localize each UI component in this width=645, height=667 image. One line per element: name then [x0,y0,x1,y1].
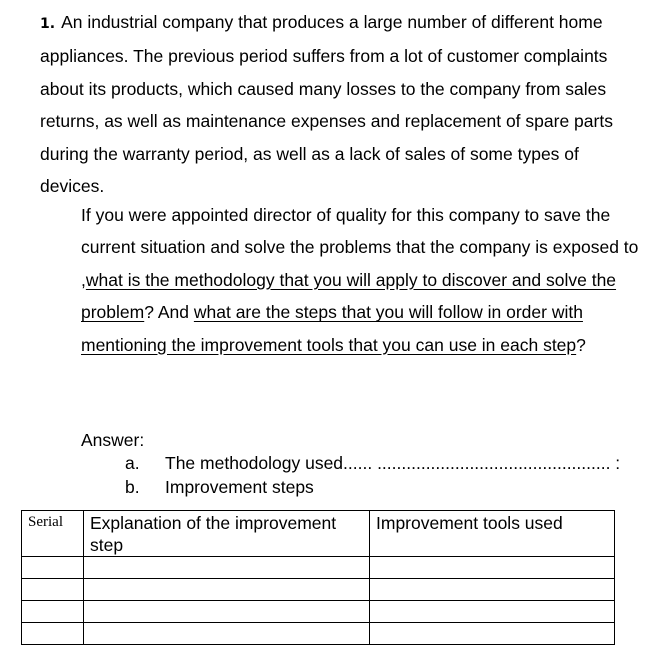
answer-item-b [125,475,314,499]
table-cell[interactable] [22,601,84,623]
question-task [81,199,641,361]
table-row [22,557,615,579]
answer-item-letter: a. [125,453,140,473]
table-cell[interactable] [84,601,370,623]
table-cell[interactable] [22,579,84,601]
table-cell[interactable] [370,623,615,645]
question-intro [40,6,635,202]
header-serial: Serial [22,511,84,557]
header-tools: Improvement tools used [370,511,615,557]
task-text-2: ? And [144,302,194,323]
task-underline-methodology: what is the methodology that you will apply to discover and solve the problem [81,269,617,323]
question-intro-text: An industrial company that produces a large number of different home appliances. The previous period suffers from a lot of customer complaints about its products, which caused many losses to the company from sales returns, as well as maintenance expenses and replacement of spare parts during the warranty period, as well as a lack of sales of some types of devices. [40,12,613,197]
answer-item-text: The methodology used...... ................................................ : [165,453,621,473]
answer-item-letter: b. [125,477,140,497]
table-cell[interactable] [22,557,84,579]
question-number: 1. [40,16,56,32]
task-text-3: ? [576,334,586,355]
table-cell[interactable] [84,623,370,645]
task-underline-steps: what are the steps that you will follow in order with mentioning the improvement tools that you can use in each step [81,302,583,355]
task-text-1: If you were appointed director of quality for this company to save the current situation and solve the problems that the company is exposed to , [81,205,639,290]
answer-item-text: Improvement steps [165,477,314,497]
answer-label: Answer: [81,430,145,450]
table-cell[interactable] [370,579,615,601]
table-cell[interactable] [84,579,370,601]
table-row [22,623,615,645]
table-cell[interactable] [370,601,615,623]
table-row [22,579,615,601]
table-cell[interactable] [84,557,370,579]
improvement-steps-table [21,510,615,645]
header-explanation: Explanation of the improvement step [84,511,370,557]
table-cell[interactable] [22,623,84,645]
table-header-row [22,511,615,557]
table-row [22,601,615,623]
table-cell[interactable] [370,557,615,579]
answer-item-a [125,451,620,475]
